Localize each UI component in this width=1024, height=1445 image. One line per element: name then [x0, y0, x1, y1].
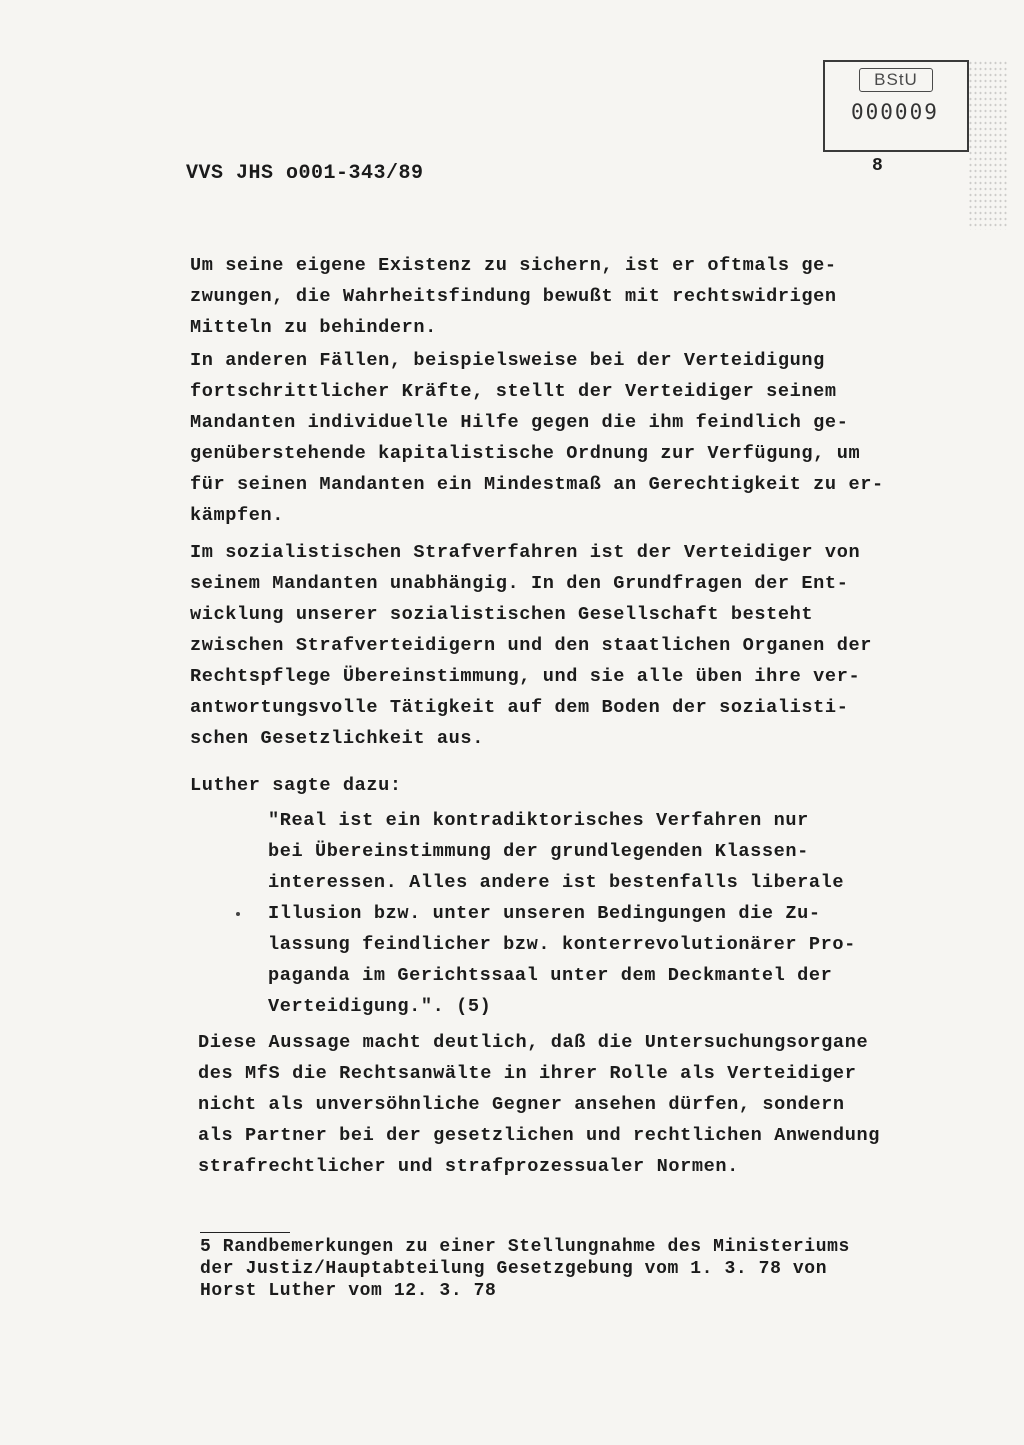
text-line: kämpfen.	[190, 505, 285, 526]
quote-line: "Real ist ein kontradiktorisches Verfahren nur	[268, 810, 809, 831]
text-line: fortschrittlicher Kräfte, stellt der Verteidiger seinem	[190, 381, 837, 402]
footnote-separator	[200, 1232, 290, 1233]
text-line: seinem Mandanten unabhängig. In den Grundfragen der Ent-	[190, 573, 849, 594]
text-line: Mitteln zu behindern.	[190, 317, 437, 338]
stamp-number: 000009	[851, 100, 939, 124]
text-line: In anderen Fällen, beispielsweise bei der Verteidigung	[190, 350, 825, 371]
footnote-line: 5 Randbemerkungen zu einer Stellungnahme des Ministeriums	[200, 1237, 850, 1257]
text-line: Rechtspflege Übereinstimmung, und sie alle üben ihre ver-	[190, 666, 861, 687]
text-line: als Partner bei der gesetzlichen und rechtlichen Anwendung	[198, 1125, 880, 1146]
quote-line: interessen. Alles andere ist bestenfalls liberale	[268, 872, 845, 893]
footnote	[200, 1236, 920, 1302]
archive-stamp	[823, 60, 969, 152]
text-line: des MfS die Rechtsanwälte in ihrer Rolle als Verteidiger	[198, 1063, 857, 1084]
scan-noise	[968, 60, 1008, 230]
text-line: antwortungsvolle Tätigkeit auf dem Boden der sozialisti-	[190, 697, 849, 718]
stamp-title: BStU	[859, 68, 933, 92]
paragraph-4	[198, 1027, 928, 1182]
quote-line: Verteidigung.". (5)	[268, 996, 492, 1017]
text-line: nicht als unversöhnliche Gegner ansehen dürfen, sondern	[198, 1094, 845, 1115]
footnote-line: Horst Luther vom 12. 3. 78	[200, 1281, 497, 1301]
text-line: zwischen Strafverteidigern und den staatlichen Organen der	[190, 635, 872, 656]
text-line: Um seine eigene Existenz zu sichern, ist er oftmals ge-	[190, 255, 837, 276]
text-line: strafrechtlicher und strafprozessualer Normen.	[198, 1156, 739, 1177]
page-number: 8	[872, 156, 883, 176]
paragraph-1	[190, 250, 920, 343]
text-line: Im sozialistischen Strafverfahren ist der Verteidiger von	[190, 542, 861, 563]
text-line: für seinen Mandanten ein Mindestmaß an Gerechtigkeit zu er-	[190, 474, 884, 495]
quote-line: lassung feindlicher bzw. konterrevolutionärer Pro-	[268, 934, 856, 955]
paragraph-3	[190, 537, 920, 754]
text-line: schen Gesetzlichkeit aus.	[190, 728, 484, 749]
block-quote	[268, 805, 908, 1022]
quote-line: bei Übereinstimmung der grundlegenden Klassen-	[268, 841, 809, 862]
text-line: wicklung unserer sozialistischen Gesellschaft besteht	[190, 604, 814, 625]
text-line: genüberstehende kapitalistische Ordnung zur Verfügung, um	[190, 443, 861, 464]
paragraph-2	[190, 345, 920, 531]
document-reference: VVS JHS o001-343/89	[186, 162, 424, 185]
text-line: Luther sagte dazu:	[190, 775, 402, 796]
text-line: Mandanten individuelle Hilfe gegen die ihm feindlich ge-	[190, 412, 849, 433]
text-line: zwungen, die Wahrheitsfindung bewußt mit rechtswidrigen	[190, 286, 837, 307]
footnote-line: der Justiz/Hauptabteilung Gesetzgebung vom 1. 3. 78 von	[200, 1259, 828, 1279]
quote-line: Illusion bzw. unter unseren Bedingungen die Zu-	[268, 903, 821, 924]
quote-intro	[190, 770, 920, 801]
text-line: Diese Aussage macht deutlich, daß die Untersuchungsorgane	[198, 1032, 869, 1053]
quote-line: paganda im Gerichtssaal unter dem Deckmantel der	[268, 965, 833, 986]
scan-speck	[236, 912, 240, 916]
